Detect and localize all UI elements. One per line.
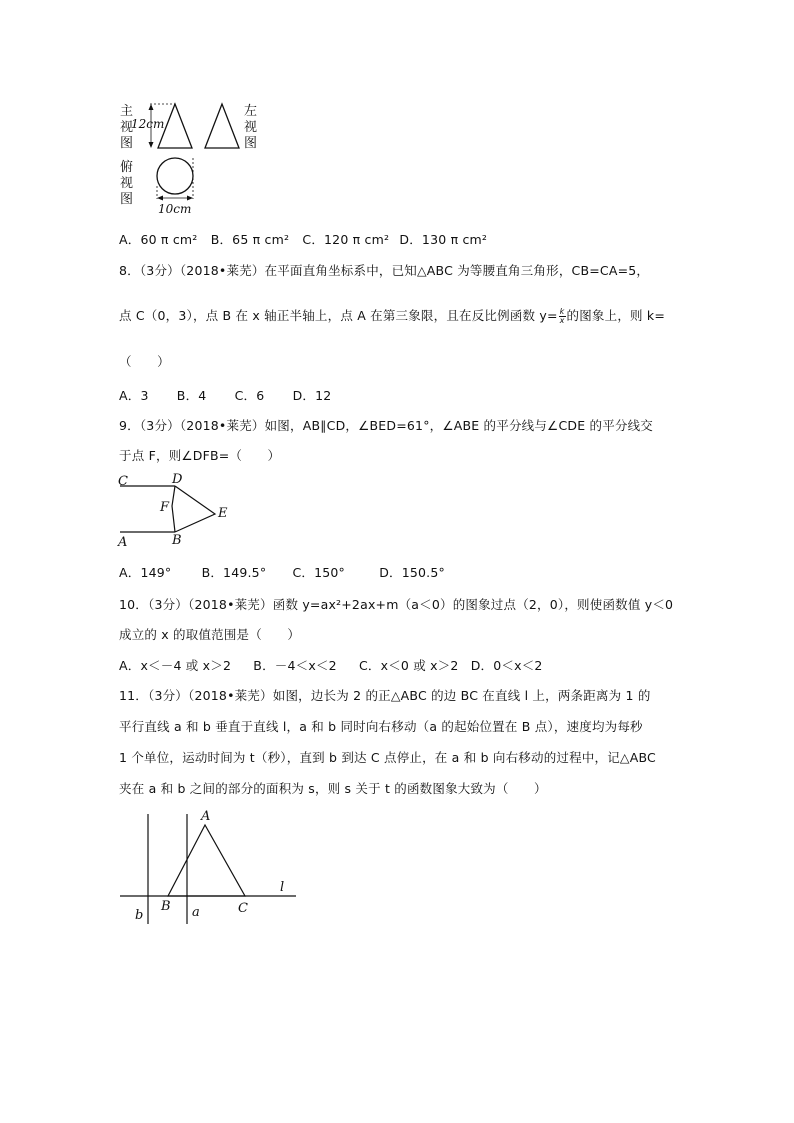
q10-option-a: A．x＜－4 或 x＞2 [119, 658, 232, 673]
q10-option-d: D．0＜x＜2 [470, 658, 543, 673]
q10-line2: 成立的 x 的取值范围是（ ） [119, 627, 301, 642]
q8-options [119, 386, 331, 404]
q7-option-d: D．130 π cm² [399, 232, 488, 247]
three-view-figure [130, 96, 250, 218]
q8-fraction: $\frac{k}{x}$ [559, 307, 565, 325]
q9-label-c: C [118, 474, 128, 489]
top-view-circle [157, 158, 193, 194]
q8-option-c: C．6 [234, 388, 265, 403]
q10-option-b: B．－4＜x＜2 [253, 658, 337, 673]
segment-d-f-b [172, 486, 175, 532]
q9-label-a: A [118, 535, 128, 550]
q11-label-c-vertex: C [238, 901, 248, 916]
q7-option-b: B．65 π cm² [210, 232, 290, 247]
width-dim-label: 10cm [158, 202, 192, 216]
q10-option-c: C．x＜0 或 x＞2 [358, 658, 459, 673]
segment-d-e-b [175, 486, 215, 532]
q10-line1: 10．（3分）（2018•莱芜）函数 y=ax²+2ax+m（a＜0）的图象过点（2，0），则使函数值 y＜0 [119, 597, 674, 612]
height-dim-label: 12cm [131, 117, 165, 131]
q11-label-a-vertex: A [201, 809, 211, 824]
q9-option-b: B．149.5° [201, 565, 267, 580]
q11-figure [118, 804, 303, 929]
q11-label-b-vertex: B [161, 899, 171, 914]
q8-line2: 点 C（0，3），点 B 在 x 轴正半轴上，点 A 在第三象限，且在反比例函数 y= $\frac{k}{x}$ 的图象上，则 k= [119, 307, 666, 325]
q9-label-b: B [172, 533, 182, 548]
top-view-label: 俯 视 图 [120, 160, 134, 207]
q8-option-a: A．3 [119, 388, 149, 403]
q11-label-l: l [280, 880, 285, 895]
q8-option-b: B．4 [176, 388, 207, 403]
q9-option-a: A．149° [119, 565, 172, 580]
q11-line3: 1 个单位，运动时间为 t（秒），直到 b 到达 C 点停止，在 a 和 b 向右移动的过程中，记△ABC [119, 750, 656, 765]
q11-line1: 11．（3分）（2018•莱芜）如图，边长为 2 的正△ABC 的边 BC 在直线 l 上，两条距离为 1 的 [119, 688, 651, 703]
q8-option-d: D．12 [292, 388, 332, 403]
q9-line1: 9．（3分）（2018•莱芜）如图，AB∥CD，∠BED=61°，∠ABE 的平分线与∠CDE 的平分线交 [119, 418, 653, 433]
triangle-abc [168, 825, 245, 896]
main-view-label: 主 视 图 [120, 104, 134, 151]
q7-option-c: C．120 π cm² [302, 232, 390, 247]
q9-line2: 于点 F，则∠DFB=（ ） [119, 448, 281, 463]
q11-line2: 平行直线 a 和 b 垂直于直线 l，a 和 b 同时向右移动（a 的起始位置在 B 点），速度均为每秒 [119, 719, 643, 734]
q8-answer-bracket: （ ） [119, 354, 170, 369]
q9-label-e: E [218, 506, 228, 521]
q9-label-d: D [172, 472, 183, 487]
q7-option-a: A．60 π cm² [119, 232, 198, 247]
q9-options [119, 563, 445, 581]
q11-label-line-a: a [192, 905, 200, 920]
q11-line4: 夹在 a 和 b 之间的部分的面积为 s，则 s 关于 t 的函数图象大致为（ ） [119, 781, 547, 796]
q8-line1: 8．（3分）（2018•莱芜）在平面直角坐标系中，已知△ABC 为等腰直角三角形，CB=CA=5， [119, 263, 650, 278]
q9-label-f: F [160, 500, 170, 515]
left-view-label: 左 视 图 [244, 104, 258, 151]
q7-options [119, 230, 487, 248]
q11-label-line-b: b [135, 908, 144, 923]
q9-option-d: D．150.5° [379, 565, 445, 580]
q10-options [119, 656, 543, 674]
q9-option-c: C．150° [292, 565, 346, 580]
left-view-triangle [205, 104, 239, 148]
